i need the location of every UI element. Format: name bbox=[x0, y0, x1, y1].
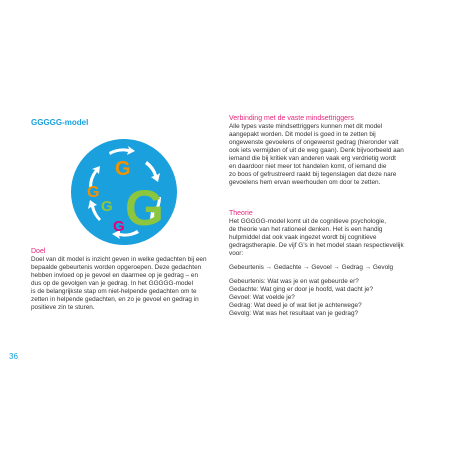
question-line: Gevoel: Wat voelde je? bbox=[229, 294, 295, 301]
theorie-line: hulpmiddel dat ook vaak ingezet wordt bij cognitieve bbox=[229, 234, 377, 241]
theorie-line: Het GGGGG-model komt uit de cognitieve psychologie, bbox=[229, 218, 386, 225]
question-line: Gebeurtenis: Wat was je en wat gebeurde er? bbox=[229, 278, 359, 285]
doel-line: zetten in helpende gedachten, en zo je gevoel en gedrag in bbox=[31, 296, 199, 303]
theorie-line: de theorie van het rationeel denken. Het is een handig bbox=[229, 226, 383, 233]
verbinding-line: ook iets vermijden of uit de weg gaan). Denk bijvoorbeeld aan bbox=[229, 147, 404, 154]
theorie-line: gedragstherapie. De vijf G’s in het model staan respectievelijk bbox=[229, 242, 404, 249]
verbinding-line: aangepakt worden. Dit model is goed in te zetten bij bbox=[229, 131, 376, 138]
verbinding-line: zo boos of gefrustreerd raakt bij tegenslagen dat deze nare bbox=[229, 171, 397, 178]
doel-heading: Doel bbox=[31, 248, 46, 255]
theorie-heading: Theorie bbox=[229, 210, 253, 217]
verbinding-line: Alle types vaste mindsettriggers kunnen met dit model bbox=[229, 123, 383, 130]
doel-line: Doel van dit model is inzicht geven in welke gedachten bij een bbox=[31, 256, 207, 263]
doel-line: dus op de gevolgen van je gedrag. In het GGGGG-model bbox=[31, 280, 193, 287]
model-title: GGGGG-model bbox=[31, 118, 89, 127]
verbinding-section bbox=[229, 114, 404, 187]
g-letter-green: G bbox=[101, 198, 113, 215]
theorie-line: voor: bbox=[229, 250, 244, 257]
verbinding-line: en daardoor niet meer tot handelen komt, of iemand die bbox=[229, 163, 387, 170]
doel-line: hebben invloed op je gevoel en daarmee op je gedrag – en bbox=[31, 272, 198, 279]
doel-line: positieve zin te sturen. bbox=[31, 304, 95, 311]
g-letter-green-large: G bbox=[125, 180, 164, 236]
g-sequence: Gebeurtenis → Gedachte → Gevoel → Gedrag → Gevolg bbox=[229, 264, 394, 271]
question-line: Gedrag: Wat deed je of wat liet je achterwege? bbox=[229, 302, 362, 309]
question-line: Gedachte: Wat ging er door je hoofd, wat dacht je? bbox=[229, 286, 373, 293]
g-letter-orange-small: G bbox=[87, 184, 100, 201]
ggggg-cycle-diagram bbox=[69, 137, 179, 247]
doel-line: bepaalde gebeurtenis worden opgeroepen. Deze gedachten bbox=[31, 264, 202, 271]
verbinding-line: gevoelens hem ervan weerhouden om door te zetten. bbox=[229, 179, 381, 186]
verbinding-heading: Verbinding met de vaste mindsettriggers bbox=[229, 115, 354, 122]
question-line: Gevolg: Wat was het resultaat van je gedrag? bbox=[229, 310, 359, 317]
doel-line: is de belangrijkste stap om niet-helpende gedachten om te bbox=[31, 288, 197, 295]
g-letter-orange: G bbox=[115, 158, 131, 180]
verbinding-line: ongewenste gevoelens of ongewenst gedrag (hieronder valt bbox=[229, 139, 399, 146]
g-letter-red: G bbox=[113, 218, 125, 235]
doel-section bbox=[31, 247, 207, 312]
page-number: 36 bbox=[9, 352, 18, 361]
theorie-section bbox=[229, 209, 404, 318]
verbinding-line: iemand die bij kritiek van anderen vaak erg verdrietig wordt bbox=[229, 155, 396, 162]
